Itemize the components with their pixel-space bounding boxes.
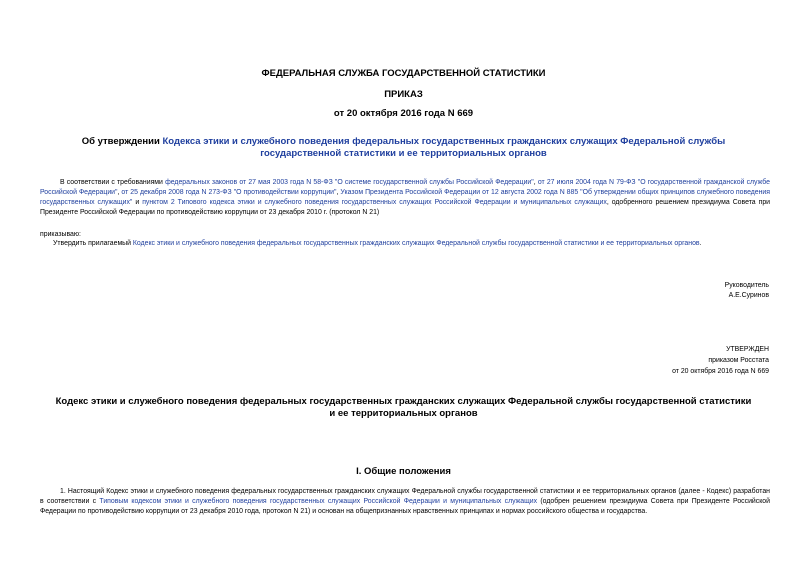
link-model-code[interactable]: пунктом 2 Типового кодекса этики и служебного поведения государственных служащих Российской Федерации и муниципальных служащих — [142, 199, 607, 206]
basis-text-1: В соответствии с требованиями — [60, 179, 166, 186]
document-date: от 20 октября 2016 года N 669 — [333, 108, 474, 119]
legal-basis-paragraph — [40, 178, 770, 218]
document-type: ПРИКАЗ — [384, 89, 423, 100]
link-law-58fz[interactable]: федеральных законов от 27 мая 2003 года N 58-ФЗ "О системе государственной службы Российской Федерации" — [165, 179, 534, 186]
approve-paragraph — [53, 239, 773, 249]
link-model-code-s1[interactable]: Типовым кодексом этики и служебного поведения государственных служащих Российской Федерации и муниципальных служащих — [99, 498, 538, 505]
approval-line-3: от 20 октября 2016 года N 669 — [672, 368, 769, 375]
basis-text-5: и — [132, 199, 143, 206]
link-law-273fz[interactable]: от 25 декабря 2008 года N 273-ФЗ "О противодействии коррупции" — [121, 189, 337, 196]
link-code[interactable]: Кодекс этики и служебного поведения федеральных государственных гражданских служащих Федеральной службы государственной статистики и ее территориальных органов — [132, 240, 700, 247]
link-law-79fz[interactable]: от 27 июля 2004 года N 79-ФЗ "О государственной гражданской службе Российской Федерации" — [40, 179, 770, 196]
signature-name: А.Е.Суринов — [728, 292, 769, 299]
order-word: приказываю: — [40, 231, 81, 238]
approval-stamp — [672, 344, 769, 377]
s1-text-2: (одобрен решением президиума Совета при Президенте Российской Федерации по противодействию коррупции от 23 декабря 2010 года, протокол N 21) и основан на общепризнанных нравственных принципах и нормах российского общества и государства. — [40, 498, 770, 515]
approval-line-1: УТВЕРЖДЕН — [726, 346, 769, 353]
section-1-paragraph — [40, 487, 770, 517]
signature-position: Руководитель — [724, 282, 769, 289]
agency-name: ФЕДЕРАЛЬНАЯ СЛУЖБА ГОСУДАРСТВЕННОЙ СТАТИСТИКИ — [261, 68, 546, 79]
basis-text-4: , — [336, 189, 341, 196]
approval-line-2: приказом Росстата — [708, 357, 769, 364]
code-title: Кодекс этики и служебного поведения федеральных государственных гражданских служащих Федеральной службы государственной статистики и ее территориальных органов — [55, 396, 752, 419]
s1-text-1: 1. Настоящий Кодекс этики и служебного поведения федеральных государственных гражданских служащих Федеральной службы государственной статистики и ее территориальных органов (далее - Кодекс) разработан в соответствии с — [40, 488, 770, 505]
basis-text-3: , — [117, 189, 122, 196]
approve-text-2: . — [699, 240, 702, 247]
order-title — [55, 136, 752, 160]
approve-text-1: Утвердить прилагаемый — [53, 240, 133, 247]
section-heading: I. Общие положения — [356, 466, 451, 477]
order-title-link[interactable]: Кодекса этики и служебного поведения федеральных государственных гражданских служащих Федеральной службы государственной статистики и ее территориальных органов — [162, 136, 726, 159]
order-title-prefix: Об утверждении — [81, 136, 163, 147]
link-decree-885[interactable]: Указом Президента Российской Федерации от 12 августа 2002 года N 885 "Об утверждении общих принципов служебного поведения государственных служащих" — [40, 189, 770, 206]
signature-block — [725, 281, 769, 301]
basis-text-6: , одобренного решением президиума Совета при Президенте Российской Федерации по противодействию коррупции от 23 декабря 2010 г. (протокол N 21) — [40, 199, 770, 216]
basis-text-2: , — [533, 179, 538, 186]
